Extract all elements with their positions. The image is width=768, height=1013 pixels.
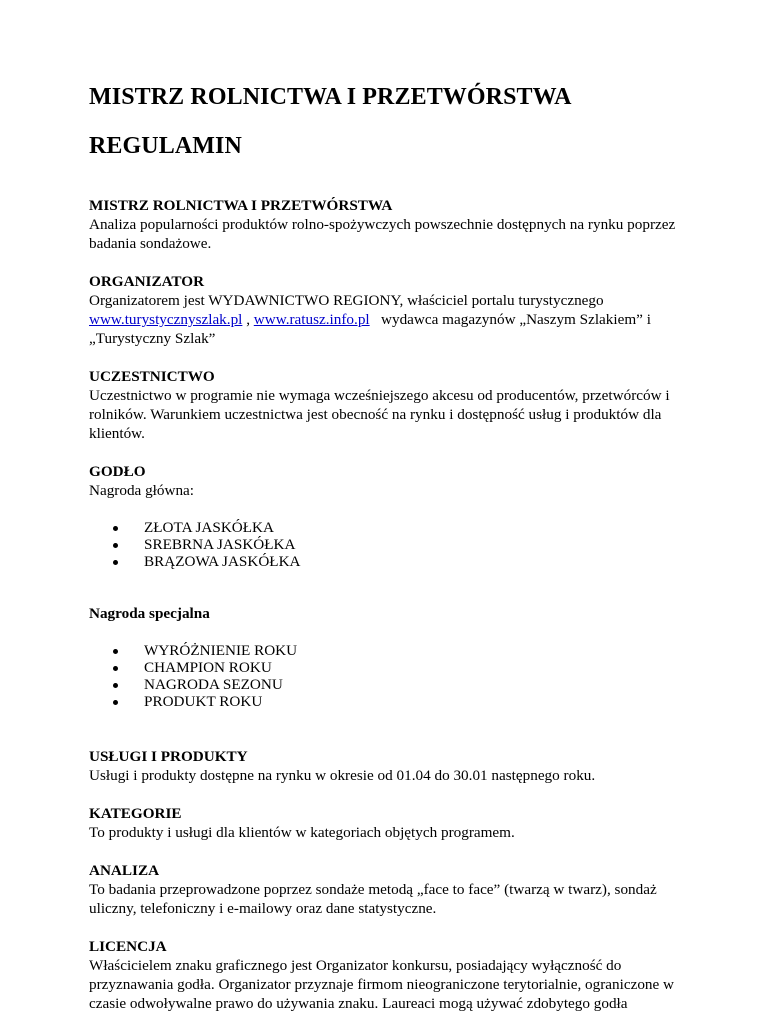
list-item: NAGRODA SEZONU	[89, 676, 689, 693]
list-item: CHAMPION ROKU	[89, 659, 689, 676]
section-emblem	[89, 462, 689, 500]
link-separator: ,	[242, 311, 254, 328]
section-emblem-heading: GODŁO	[89, 463, 146, 480]
list-item: SREBRNA JASKÓŁKA	[89, 536, 689, 553]
section-license	[89, 937, 689, 1013]
section-organizer	[89, 272, 689, 348]
section-analysis-heading: ANALIZA	[89, 862, 160, 879]
section-participation	[89, 367, 689, 443]
document-subtitle: REGULAMIN	[89, 133, 242, 159]
section-intro-text: Analiza popularności produktów rolno-spożywczych powszechnie dostępnych na rynku poprzez badania sondażowe.	[89, 216, 676, 252]
special-awards-list	[89, 642, 689, 710]
section-license-heading: LICENCJA	[89, 938, 167, 955]
link-turystycznyszlak[interactable]: www.turystycznyszlak.pl	[89, 311, 243, 328]
section-organizer-text: Organizatorem jest WYDAWNICTWO REGIONY, właściciel portalu turystycznego	[89, 292, 604, 309]
section-participation-text: Uczestnictwo w programie nie wymaga wcześniejszego akcesu od producentów, przetwórców i rolników. Warunkiem uczestnictwa jest obecność na rynku i dostępność usług i produktów dla klientów.	[89, 387, 670, 442]
section-emblem-intro: Nagroda główna:	[89, 482, 195, 499]
section-categories-heading: KATEGORIE	[89, 805, 182, 822]
list-item: PRODUKT ROKU	[89, 693, 689, 710]
section-analysis	[89, 861, 689, 918]
document-page	[89, 80, 689, 1013]
special-award-heading: Nagroda specjalna	[89, 605, 210, 622]
section-services-text: Usługi i produkty dostępne na rynku w okresie od 01.04 do 30.01 następnego roku.	[89, 767, 596, 784]
section-organizer-heading: ORGANIZATOR	[89, 273, 205, 290]
main-awards-list	[89, 519, 689, 570]
section-participation-heading: UCZESTNICTWO	[89, 368, 215, 385]
section-categories-text: To produkty i usługi dla klientów w kategoriach objętych programem.	[89, 824, 515, 841]
list-item: WYRÓŻNIENIE ROKU	[89, 642, 689, 659]
section-intro	[89, 196, 689, 253]
section-categories	[89, 804, 689, 842]
section-analysis-text: To badania przeprowadzone poprzez sondaże metodą „face to face” (twarzą w twarz), sondaż uliczny, telefoniczny i e-mailowy oraz dane statystyczne.	[89, 881, 657, 917]
section-organizer-text-after: wydawca magazynów „Naszym Szlakiem” i „Turystyczny Szlak”	[89, 311, 655, 347]
section-intro-heading: MISTRZ ROLNICTWA I PRZETWÓRSTWA	[89, 197, 393, 214]
list-item: BRĄZOWA JASKÓŁKA	[89, 553, 689, 570]
section-services	[89, 747, 689, 785]
section-license-text: Właścicielem znaku graficznego jest Organizator konkursu, posiadający wyłączność do przyznawania godła. Organizator przyznaje firmom nieograniczone terytorialnie, ograniczone w czasie odwoływalne prawo do używania znaku. Laureaci mogą używać zdobytego godła	[89, 957, 675, 1012]
document-title: MISTRZ ROLNICTWA I PRZETWÓRSTWA	[89, 84, 572, 110]
section-services-heading: USŁUGI I PRODUKTY	[89, 748, 248, 765]
list-item: ZŁOTA JASKÓŁKA	[89, 519, 689, 536]
link-ratusz[interactable]: www.ratusz.info.pl	[253, 311, 370, 328]
